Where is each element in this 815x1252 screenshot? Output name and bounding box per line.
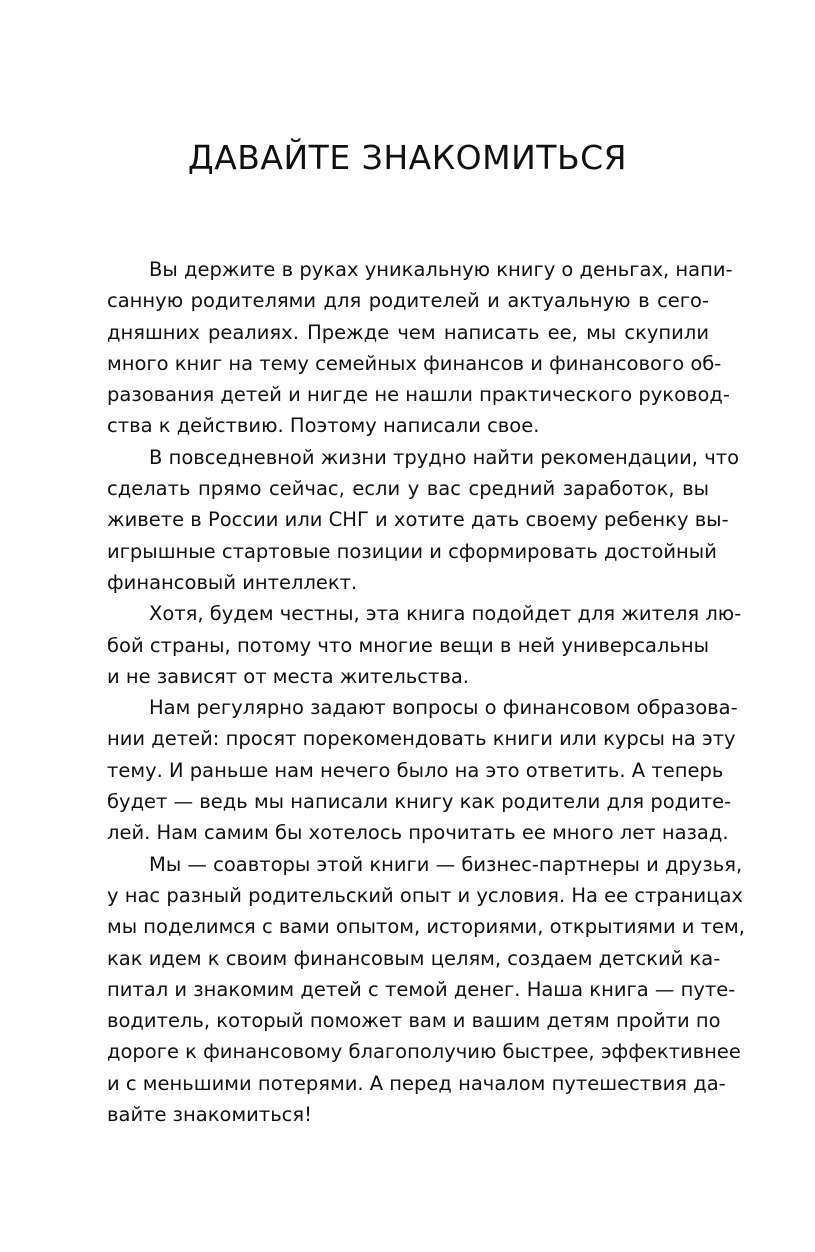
text-line: мы поделимся с вами опытом, историями, открытиями и тем, <box>107 915 745 939</box>
text-line: дняшних реалиях. Прежде чем написать ее, мы скупили <box>107 320 709 344</box>
text-line: питал и знакомим детей с темой денег. Наша книга — путе- <box>107 977 736 1001</box>
text-line: Вы держите в руках уникальную книгу о деньгах, напи- <box>149 258 733 281</box>
text-line: вайте знакомиться! <box>107 1103 312 1127</box>
text-line: Хотя, будем честны, эта книга подойдет для жителя лю- <box>149 602 742 626</box>
text-line: финансовый интеллект. <box>107 570 358 594</box>
text-line: будет — ведь мы написали книгу как родители для родите- <box>107 790 732 814</box>
text-line: разования детей и нигде не нашли практического руковод- <box>107 383 730 407</box>
paragraph <box>107 254 733 442</box>
text-line: много книг на тему семейных финансов и финансового об- <box>107 351 722 375</box>
paragraph <box>107 692 738 848</box>
text-line: Мы — соавторы этой книги — бизнес-партнеры и друзья, <box>149 852 743 876</box>
text-line: как идем к своим финансовым целям, создаем детский ка- <box>107 946 721 970</box>
text-line: лей. Нам самим бы хотелось прочитать ее много лет назад. <box>107 821 729 845</box>
text-line: и с меньшими потерями. А перед началом путешествия да- <box>107 1071 726 1095</box>
text-line: Нам регулярно задают вопросы о финансовом образова- <box>149 696 738 720</box>
chapter-body <box>107 254 745 1130</box>
text-line: дороге к финансовому благополучию быстрее, эффективнее <box>107 1040 741 1064</box>
text-line: водитель, который поможет вам и вашим детям пройти по <box>107 1009 721 1033</box>
text-line: санную родителями для родителей и актуальную в сего- <box>107 289 709 313</box>
chapter-title: ДАВАЙТЕ ЗНАКОМИТЬСЯ <box>187 138 628 177</box>
text-line: тему. И раньше нам нечего было на это ответить. А теперь <box>107 758 724 782</box>
text-line: сделать прямо сейчас, если у вас средний заработок, вы <box>107 477 709 501</box>
paragraph <box>107 598 742 692</box>
text-line: игрышные стартовые позиции и сформировать достойный <box>107 539 717 563</box>
text-line: бой страны, потому что многие вещи в ней универсальны <box>107 633 709 657</box>
text-line: и не зависят от места жительства. <box>107 664 470 688</box>
text-line: у нас разный родительский опыт и условия. На ее страницах <box>107 883 743 907</box>
paragraph <box>107 849 745 1131</box>
text-line: ства к действию. Поэтому написали свое. <box>107 414 540 438</box>
text-line: живете в России или СНГ и хотите дать своему ребенку вы- <box>107 508 729 532</box>
paragraph <box>107 442 740 598</box>
text-line: В повседневной жизни трудно найти рекомендации, что <box>149 445 740 469</box>
text-line: нии детей: просят порекомендовать книги или курсы на эту <box>107 727 736 751</box>
